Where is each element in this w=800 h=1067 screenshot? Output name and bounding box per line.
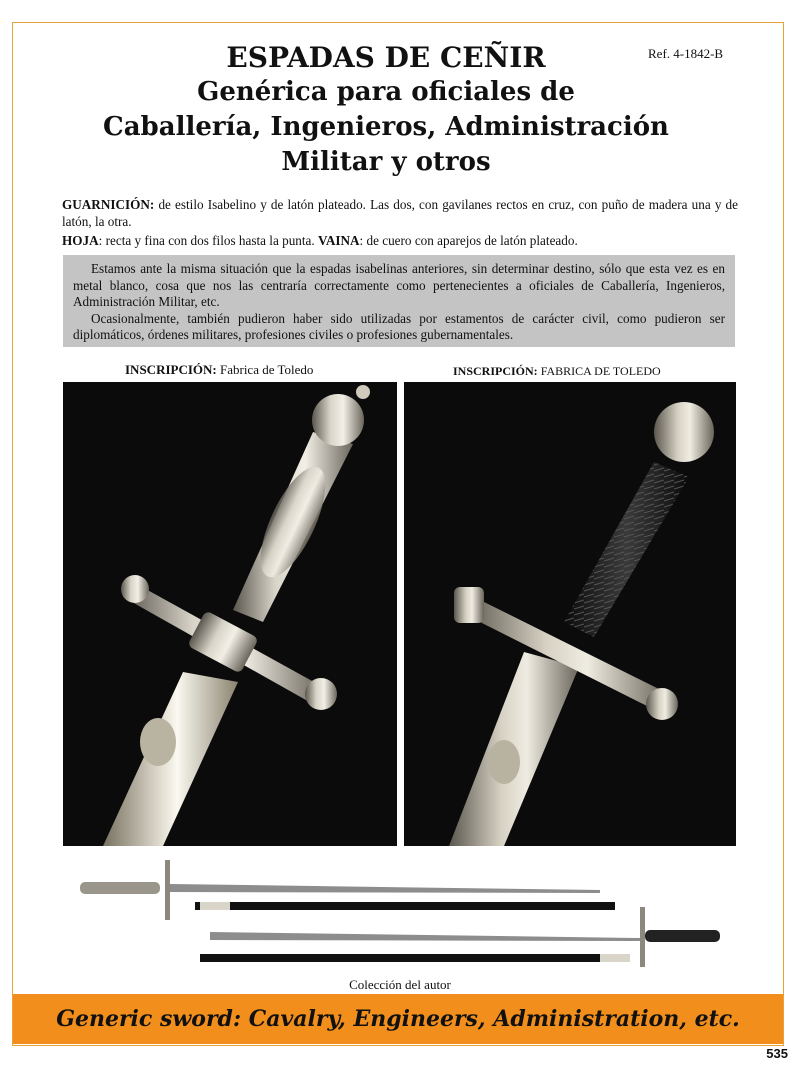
vaina-label: VAINA — [318, 233, 360, 248]
right-caption-text: FABRICA DE TOLEDO — [537, 364, 661, 378]
title-line-1: ESPADAS DE CEÑIR — [226, 41, 546, 74]
left-sword-photo — [63, 382, 397, 846]
specifications — [62, 196, 738, 251]
collection-caption: Colección del autor — [349, 977, 451, 992]
reference-number: Ref. 4-1842-B — [648, 46, 724, 61]
right-sword-photo — [404, 382, 736, 846]
description-paragraph-1: Estamos ante la misma situación que la espadas isabelinas anteriores, sin determinar destino, sólo que esta vez es en metal blanco, cosa que nos las centraría correctamente como pertenecientes a oficiales de Caballería, Ingenieros, Administración Militar, etc. — [73, 261, 725, 309]
left-caption-text: Fabrica de Toledo — [216, 362, 314, 377]
title-line-2: Genérica para oficiales de — [197, 77, 575, 107]
spec-hoja-vaina — [62, 232, 738, 249]
full-swords-photo — [80, 852, 720, 974]
spec-guarnicion — [62, 196, 738, 230]
right-photo-caption — [453, 364, 661, 379]
hoja-label: HOJA — [62, 233, 99, 248]
vaina-text: : de cuero con aparejos de latón plateado. — [359, 233, 578, 248]
title-line-3: Caballería, Ingenieros, Administración — [103, 112, 669, 142]
full-swords-illustration — [80, 852, 720, 974]
left-sword-illustration — [63, 382, 397, 846]
hoja-text: : recta y fina con dos filos hasta la punta. — [98, 233, 318, 248]
banner-text: Generic sword: Cavalry, Engineers, Administration, etc. — [56, 1006, 740, 1032]
left-caption-label: INSCRIPCIÓN: — [125, 362, 217, 377]
guarnicion-text: de estilo Isabelino y de latón plateado. Las dos, con gavilanes rectos en cruz, con puño de madera una y de latón, la otra. — [62, 197, 738, 229]
left-photo-caption — [125, 362, 313, 378]
description-box — [63, 255, 735, 347]
right-caption-label: INSCRIPCIÓN: — [453, 364, 538, 378]
guarnicion-label: GUARNICIÓN: — [62, 197, 155, 212]
page-number: 535 — [766, 1046, 788, 1061]
english-banner — [13, 994, 783, 1044]
right-sword-illustration — [404, 382, 736, 846]
page-title — [40, 40, 732, 180]
description-paragraph-2: Ocasionalmente, también pudieron haber sido utilizadas por estamentos de carácter civil, como pudieron ser diplomáticos, órdenes militares, profesiones civiles o profesiones gubernamentales. — [73, 310, 725, 342]
title-line-4: Militar y otros — [281, 147, 491, 177]
